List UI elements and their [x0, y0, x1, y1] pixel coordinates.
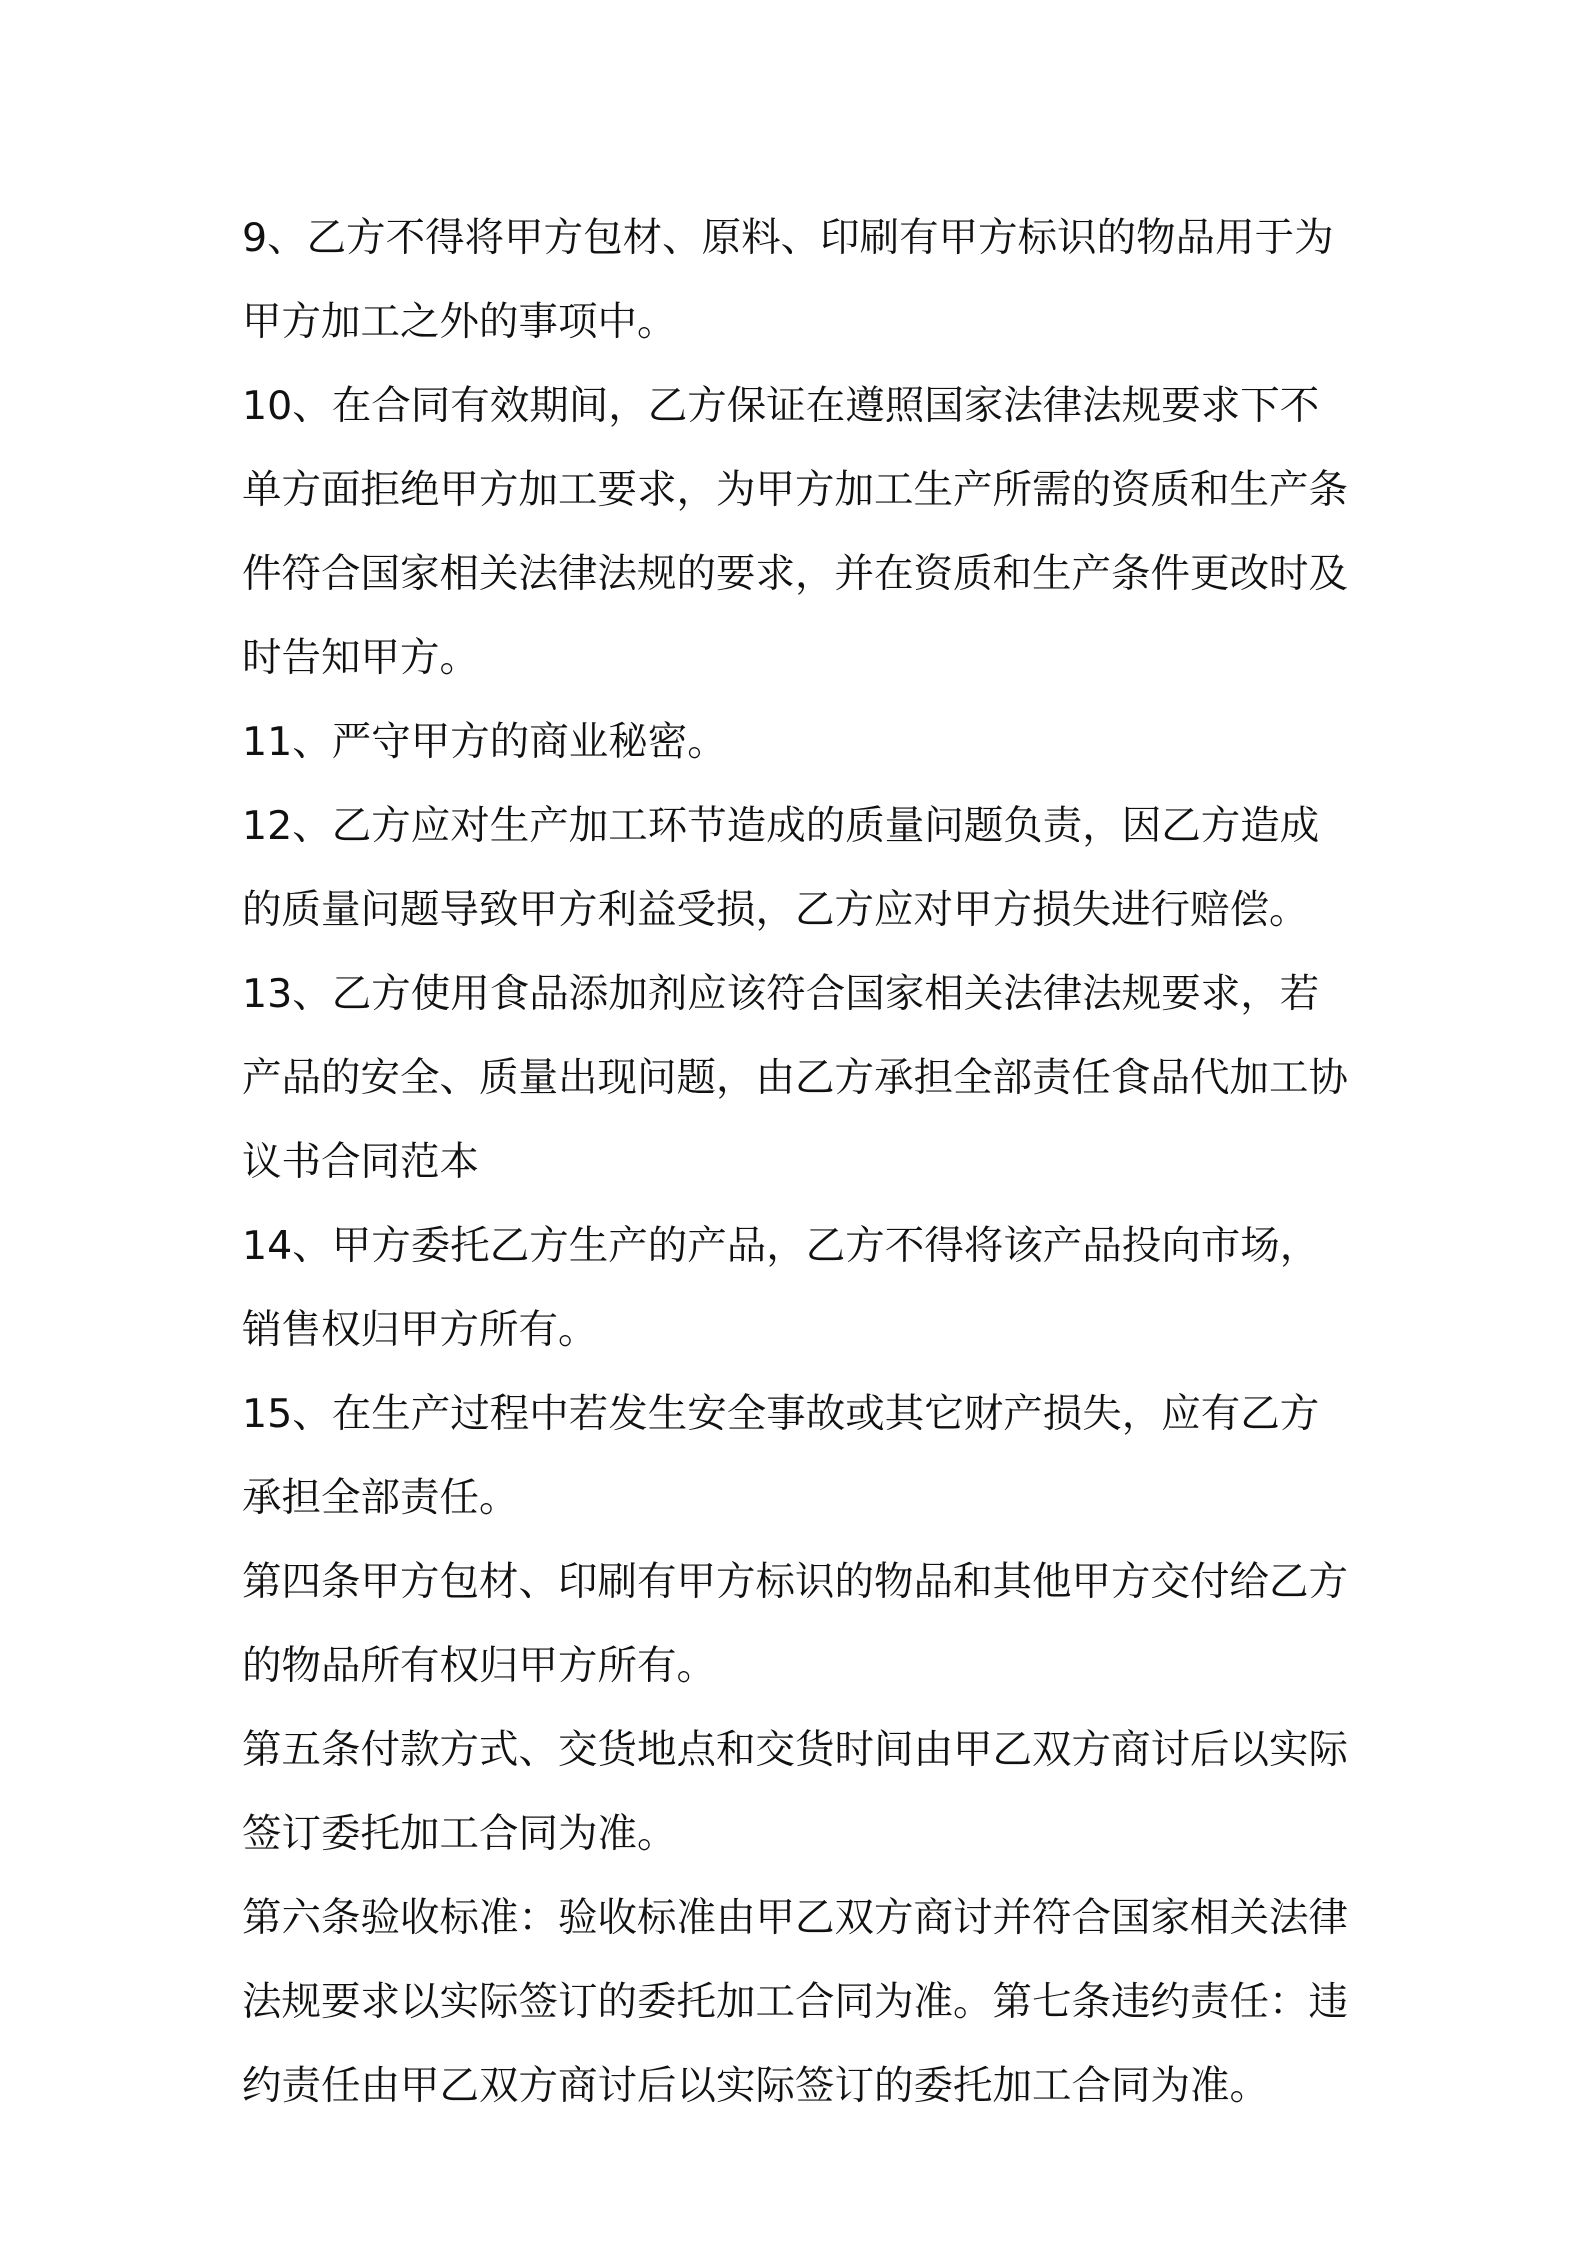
article-6-7: 第六条验收标准：验收标准由甲乙双方商讨并符合国家相关法律法规要求以实际签订的委托加工合同为准。第七条违约责任：违约责任由甲乙双方商讨后以实际签订的委托加工合同为准。 [242, 1895, 1348, 2109]
clause-15: 15、在生产过程中若发生安全事故或其它财产损失，应有乙方承担全部责任。 [242, 1391, 1320, 1521]
clause-14: 14、甲方委托乙方生产的产品，乙方不得将该产品投向市场，销售权归甲方所有。 [242, 1223, 1320, 1353]
clause-9: 9、乙方不得将甲方包材、原料、印刷有甲方标识的物品用于为甲方加工之外的事项中。 [242, 215, 1334, 345]
clause-13: 13、乙方使用食品添加剂应该符合国家相关法律法规要求，若产品的安全、质量出现问题，由乙方承担全部责任食品代加工协议书合同范本 [242, 971, 1348, 1185]
clause-12: 12、乙方应对生产加工环节造成的质量问题负责，因乙方造成的质量问题导致甲方利益受损，乙方应对甲方损失进行赔偿。 [242, 803, 1320, 933]
article-5: 第五条付款方式、交货地点和交货时间由甲乙双方商讨后以实际签订委托加工合同为准。 [242, 1727, 1348, 1857]
clause-10: 10、在合同有效期间，乙方保证在遵照国家法律法规要求下不单方面拒绝甲方加工要求，为甲方加工生产所需的资质和生产条件符合国家相关法律法规的要求，并在资质和生产条件更改时及时告知甲方。 [242, 383, 1348, 681]
contract-text [242, 196, 1357, 2128]
article-4: 第四条甲方包材、印刷有甲方标识的物品和其他甲方交付给乙方的物品所有权归甲方所有。 [242, 1559, 1348, 1689]
clause-11: 11、严守甲方的商业秘密。 [242, 719, 727, 765]
